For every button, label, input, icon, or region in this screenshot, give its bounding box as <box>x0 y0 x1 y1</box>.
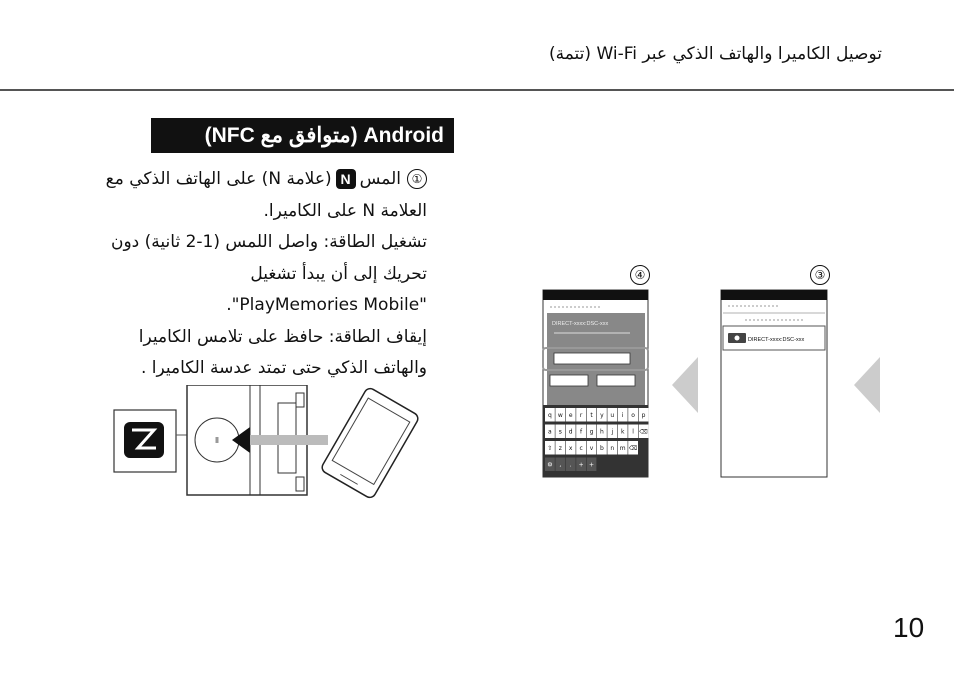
keyboard-key <box>597 441 607 455</box>
keyboard-key <box>639 408 649 422</box>
keyboard-key-label: , <box>559 461 562 469</box>
keyboard-key-label: a <box>548 428 552 436</box>
keyboard-key-label: v <box>589 445 594 453</box>
keyboard-key <box>545 425 555 439</box>
keyboard-key-label: u <box>610 412 615 420</box>
keyboard-key <box>566 425 576 439</box>
keyboard-key <box>576 441 586 455</box>
instruction-line-2: العلامة N على الكاميرا. <box>263 200 427 221</box>
step-1-marker: ① <box>407 169 427 189</box>
keyboard-key <box>545 441 555 455</box>
keyboard-key-label: g <box>589 428 594 436</box>
keyboard-key-label: n <box>610 445 615 453</box>
keyboard-key <box>576 425 586 439</box>
keyboard-key <box>628 408 638 422</box>
section-title-banner: Android (متوافق مع NFC) <box>151 118 454 153</box>
keyboard-key-label: ⇧ <box>547 445 553 453</box>
keyboard-key <box>607 408 617 422</box>
instruction-line-5: "PlayMemories Mobile". <box>226 295 427 315</box>
network-name-label-step3: DIRECT-xxxx:DSC-xxx <box>748 337 805 343</box>
keyboard-key <box>555 441 565 455</box>
keyboard-key <box>545 458 555 472</box>
keyboard-key-label: k <box>620 428 625 436</box>
keyboard-key-label: ⌫ <box>628 445 638 453</box>
keyboard-key-label: z <box>558 445 562 453</box>
keyboard-key-label: y <box>600 412 604 420</box>
keyboard-key-label: x <box>568 445 573 453</box>
step-3-label: ③ <box>810 265 830 285</box>
keyboard-key <box>597 425 607 439</box>
page-number: 10 <box>893 612 925 643</box>
keyboard-key <box>566 408 576 422</box>
keyboard-key <box>607 441 617 455</box>
prev-arrow-icon <box>854 357 880 413</box>
instruction-line-1: ①المسN(علامة N) على الهاتف الذكي مع <box>67 164 427 196</box>
keyboard-key-label: f <box>580 428 583 436</box>
keyboard-key <box>618 408 628 422</box>
smartphone-icon <box>320 386 420 499</box>
nfc-touch-illustration <box>110 385 420 505</box>
keyboard-key-label: c <box>579 445 583 453</box>
keyboard-key-label: q <box>547 412 552 420</box>
instruction-line-7: والهاتف الذكي حتى تمتد عدسة الكاميرا . <box>140 358 427 378</box>
keyboard-key <box>566 458 576 472</box>
keyboard-key <box>587 458 597 472</box>
keyboard-key-label: ⚙ <box>547 461 553 469</box>
keyboard-key-label: b <box>599 445 604 453</box>
header-divider <box>0 89 954 91</box>
keyboard-key <box>638 425 648 439</box>
keyboard-key-label: p <box>641 412 646 420</box>
keyboard-key <box>587 425 597 439</box>
keyboard-key-label: e <box>568 412 573 420</box>
keyboard-key-label: . <box>569 461 572 469</box>
keyboard-key-label: i <box>621 412 624 420</box>
instruction-line-6: إيقاف الطاقة: حافظ على تلامس الكاميرا <box>138 326 427 347</box>
keyboard-key-label: o <box>631 412 635 420</box>
keyboard-key <box>618 425 628 439</box>
keyboard-key <box>576 458 586 472</box>
instruction-text <box>67 164 427 385</box>
n-mark-icon: N <box>336 169 356 189</box>
keyboard-key-label: d <box>568 428 573 436</box>
keyboard-key-label: l <box>632 428 634 436</box>
network-list-screen <box>721 290 827 477</box>
keyboard-key <box>545 408 555 422</box>
next-arrow-icon <box>672 357 698 413</box>
keyboard-key-label: + <box>578 461 584 469</box>
instruction-line-4: تحريك إلى أن يبدأ تشغيل <box>250 263 427 284</box>
keyboard-key-label: s <box>558 428 562 436</box>
network-name-label-step4: DIRECT-xxxx:DSC-xxx <box>552 321 609 327</box>
keyboard-key <box>628 441 638 455</box>
password-entry-screen <box>543 290 648 477</box>
keyboard-key-label: t <box>590 412 593 420</box>
keyboard-key-label: + <box>588 461 595 469</box>
page-header-title: توصيل الكاميرا والهاتف الذكي عبر Wi-Fi (تتمة) <box>548 44 882 64</box>
keyboard-key <box>555 425 565 439</box>
keyboard-key <box>587 408 597 422</box>
nfc-logo-icon <box>114 410 176 472</box>
screens-drawing <box>540 285 890 485</box>
keyboard-key <box>555 458 565 472</box>
step-4-label: ④ <box>630 265 650 285</box>
keyboard-key-label: m <box>619 445 626 453</box>
phone-screens <box>540 268 890 489</box>
keyboard-key-label: w <box>557 412 563 420</box>
keyboard-key-label: h <box>599 428 604 436</box>
keyboard-key <box>566 441 576 455</box>
keyboard-key-label: j <box>611 428 614 436</box>
keyboard-key <box>555 408 565 422</box>
keyboard-key <box>618 441 628 455</box>
keyboard-key <box>607 425 617 439</box>
keyboard-key <box>597 408 607 422</box>
keyboard-key-label: r <box>579 412 583 420</box>
keyboard-key <box>628 425 638 439</box>
keyboard-key <box>576 408 586 422</box>
keyboard-key <box>587 441 597 455</box>
keyboard-key-label: ⌫ <box>639 428 648 436</box>
instruction-line-3: تشغيل الطاقة: واصل اللمس (1-2 ثانية) دون <box>110 232 427 252</box>
